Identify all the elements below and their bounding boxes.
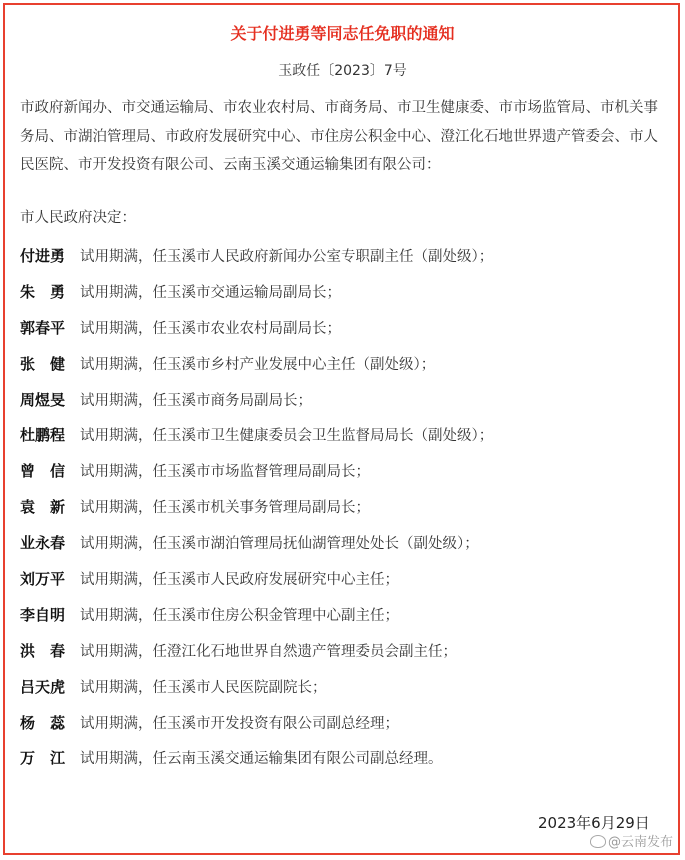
appointment-text: 试用期满，任玉溪市交通运输局副局长； bbox=[80, 284, 341, 301]
appointee-name: 洪 春 bbox=[20, 641, 66, 660]
weibo-icon bbox=[590, 835, 606, 848]
appointment-row bbox=[20, 491, 670, 527]
document-title: 关于付进勇等同志任免职的通知 bbox=[230, 24, 455, 43]
appointee-name: 杨 蕊 bbox=[20, 713, 66, 732]
appointment-row bbox=[20, 635, 670, 671]
appointment-row bbox=[20, 240, 670, 276]
appointment-text: 试用期满，任澄江化石地世界自然遗产管理委员会副主任； bbox=[80, 643, 457, 660]
appointment-row bbox=[20, 384, 670, 420]
appointee-name: 杜鹏程 bbox=[20, 426, 66, 445]
appointment-text: 试用期满，任云南玉溪交通运输集团有限公司副总经理。 bbox=[80, 751, 443, 768]
appointment-text: 试用期满，任玉溪市湖泊管理局抚仙湖管理处处长（副处级）； bbox=[80, 536, 479, 553]
appointee-name: 万 江 bbox=[20, 749, 66, 768]
appointment-row bbox=[20, 455, 670, 491]
appointment-text: 试用期满，任玉溪市农业农村局副局长； bbox=[80, 320, 341, 337]
appointment-row bbox=[20, 312, 670, 348]
appointee-name: 李自明 bbox=[20, 605, 66, 624]
appointee-name: 业永春 bbox=[20, 534, 66, 553]
appointee-name: 刘万平 bbox=[20, 570, 66, 589]
appointment-row bbox=[20, 742, 670, 778]
appointment-text: 试用期满，任玉溪市人民政府发展研究中心主任； bbox=[80, 572, 399, 589]
appointee-name: 张 健 bbox=[20, 354, 66, 373]
appointment-text: 试用期满，任玉溪市商务局副局长； bbox=[80, 392, 312, 409]
appointee-name: 周煜旻 bbox=[20, 390, 66, 409]
decision-line: 市人民政府决定： bbox=[20, 210, 136, 226]
watermark bbox=[590, 832, 673, 854]
appointee-name: 曾 信 bbox=[20, 462, 66, 481]
appointment-row bbox=[20, 527, 670, 563]
recipients-paragraph: 市政府新闻办、市交通运输局、市农业农村局、市商务局、市卫生健康委、市市场监管局、市机关事务局、市湖泊管理局、市政府发展研究中心、市住房公积金中心、澄江化石地世界遗产管委会、市人民医院、市开发投资有限公司、云南玉溪交通运输集团有限公司： bbox=[20, 100, 658, 173]
appointee-name: 朱 勇 bbox=[20, 282, 66, 301]
appointment-text: 试用期满，任玉溪市市场监督管理局副局长； bbox=[80, 464, 370, 481]
appointment-text: 试用期满，任玉溪市开发投资有限公司副总经理； bbox=[80, 715, 399, 732]
appointment-text: 试用期满，任玉溪市住房公积金管理中心副主任； bbox=[80, 607, 399, 624]
appointment-row bbox=[20, 707, 670, 743]
document-date: 2023年6月29日 bbox=[538, 814, 650, 832]
watermark-text: @云南发布 bbox=[608, 835, 674, 850]
appointee-name: 吕天虎 bbox=[20, 677, 66, 696]
appointment-row bbox=[20, 348, 670, 384]
appointment-text: 试用期满，任玉溪市人民政府新闻办公室专职副主任（副处级）； bbox=[80, 249, 494, 265]
appointment-row bbox=[20, 599, 670, 635]
appointee-name: 郭春平 bbox=[20, 318, 66, 337]
appointment-text: 试用期满，任玉溪市人民医院副院长； bbox=[80, 679, 327, 696]
appointment-row bbox=[20, 563, 670, 599]
document-number: 玉政任〔2023〕7号 bbox=[278, 63, 407, 79]
appointment-row bbox=[20, 671, 670, 707]
appointment-text: 试用期满，任玉溪市乡村产业发展中心主任（副处级）； bbox=[80, 356, 436, 373]
appointee-name: 袁 新 bbox=[20, 498, 66, 517]
appointment-row bbox=[20, 419, 670, 455]
appointment-text: 试用期满，任玉溪市机关事务管理局副局长； bbox=[80, 500, 370, 517]
appointment-row bbox=[20, 276, 670, 312]
appointee-name: 付进勇 bbox=[20, 247, 66, 265]
appointment-text: 试用期满，任玉溪市卫生健康委员会卫生监督局局长（副处级）； bbox=[80, 428, 494, 445]
appointment-list bbox=[20, 240, 670, 778]
